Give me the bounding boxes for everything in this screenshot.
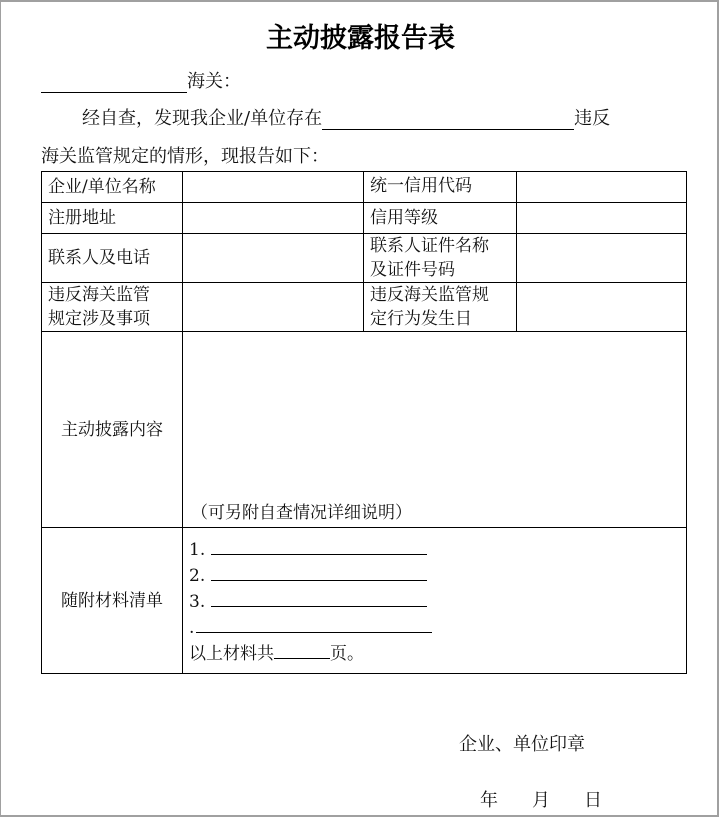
violation-blank[interactable] [322, 109, 574, 130]
attachment-item [189, 588, 680, 614]
credit-code-field[interactable] [517, 172, 687, 203]
attachment-item [189, 614, 680, 640]
attachment-total [189, 640, 680, 666]
registered-address-label: 注册地址 [42, 203, 183, 234]
violation-matter-label [42, 283, 183, 332]
date-line [480, 786, 602, 812]
violation-matter-label-line1: 违反海关监管 [48, 285, 150, 305]
attachment-number: . [189, 617, 195, 638]
disclosure-content-field[interactable] [183, 332, 687, 528]
total-suffix: 页。 [330, 643, 364, 664]
violation-date-label-line2: 定行为发生日 [370, 309, 472, 329]
violation-date-label [364, 283, 517, 332]
contact-id-label [364, 234, 517, 283]
violation-matter-label-line2: 规定涉及事项 [48, 309, 150, 329]
attachment-number: 1. [189, 539, 206, 560]
table-row [42, 203, 687, 234]
date-year[interactable]: 年 [480, 790, 498, 811]
date-day[interactable]: 日 [584, 790, 602, 811]
intro-line-2: 海关监管规定的情形，现报告如下： [41, 146, 329, 167]
disclosure-form-table [41, 171, 687, 674]
intro-prefix: 经自查，发现我企业/单位存在 [82, 108, 323, 129]
violation-matter-field[interactable] [183, 283, 364, 332]
total-pages-field[interactable] [274, 640, 330, 659]
company-name-label: 企业/单位名称 [42, 172, 183, 203]
customs-suffix: 海关： [187, 71, 241, 92]
contact-id-field[interactable] [517, 234, 687, 283]
total-prefix: 以上材料共 [189, 643, 274, 664]
disclosure-note: （可另附自查情况详细说明） [191, 503, 412, 523]
attachment-1-field[interactable] [211, 536, 427, 555]
document-title: 主动披露报告表 [266, 23, 455, 54]
customs-address-line [41, 71, 241, 93]
credit-level-field[interactable] [517, 203, 687, 234]
company-name-field[interactable] [183, 172, 364, 203]
attachment-item [189, 562, 680, 588]
attachment-number: 3. [189, 591, 206, 612]
customs-name-blank[interactable] [41, 72, 187, 93]
seal-label: 企业、单位印章 [459, 734, 585, 755]
contact-phone-field[interactable] [183, 234, 364, 283]
attachment-number: 2. [189, 565, 206, 586]
table-row [42, 234, 687, 283]
table-row [42, 283, 687, 332]
contact-id-label-line1: 联系人证件名称 [370, 236, 489, 256]
contact-phone-label: 联系人及电话 [42, 234, 183, 283]
table-row [42, 332, 687, 528]
attachment-item [189, 536, 680, 562]
date-month[interactable]: 月 [532, 790, 550, 811]
attachments-label: 随附材料清单 [42, 528, 183, 674]
contact-id-label-line2: 及证件号码 [370, 260, 455, 280]
table-row [42, 172, 687, 203]
attachment-3-field[interactable] [211, 588, 427, 607]
intro-suffix: 违反 [574, 108, 611, 129]
attachments-list [183, 528, 687, 674]
violation-date-field[interactable] [517, 283, 687, 332]
registered-address-field[interactable] [183, 203, 364, 234]
credit-level-label: 信用等级 [364, 203, 517, 234]
intro-line-1 [82, 108, 610, 130]
table-row [42, 528, 687, 674]
attachment-more-field[interactable] [196, 614, 432, 633]
disclosure-content-label: 主动披露内容 [42, 332, 183, 528]
attachment-2-field[interactable] [211, 562, 427, 581]
violation-date-label-line1: 违反海关监管规 [370, 285, 489, 305]
credit-code-label: 统一信用代码 [364, 172, 517, 203]
